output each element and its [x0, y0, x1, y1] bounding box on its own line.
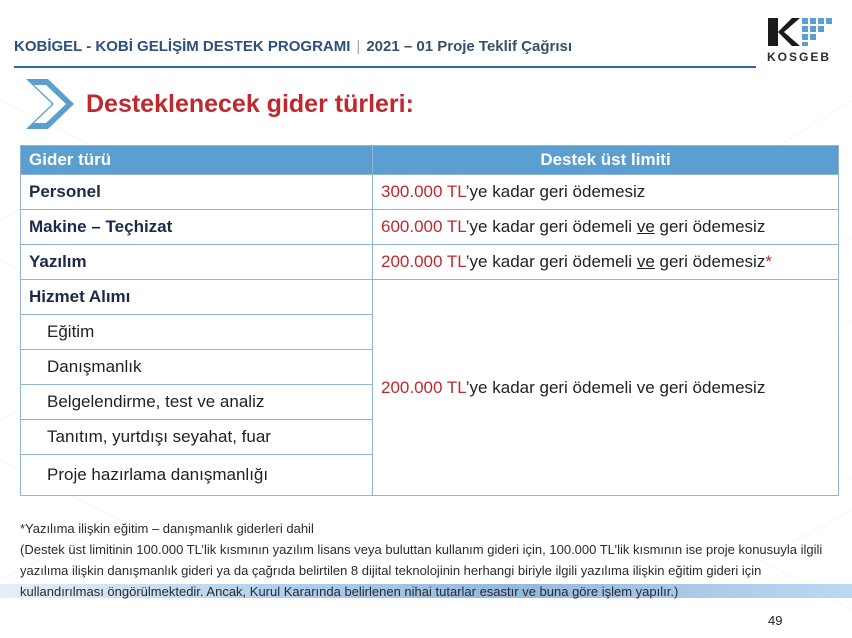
header-rule	[14, 66, 756, 68]
limit-text: geri ödemesiz	[654, 252, 766, 271]
table-row	[21, 175, 839, 210]
table-header-row	[21, 146, 839, 175]
limit-text: geri ödemesiz	[654, 217, 766, 236]
footnotes	[20, 518, 832, 602]
service-item: Tanıtım, yurtdışı seyahat, fuar	[21, 420, 373, 455]
table-row	[21, 280, 839, 315]
footnote-line: *Yazılıma ilişkin eğitim – danışmanlık giderleri dahil	[20, 521, 314, 536]
expense-type: Makine – Teçhizat	[21, 210, 373, 245]
slide-title: Desteklenecek gider türleri:	[86, 90, 414, 118]
chevron-arrow-icon	[22, 75, 80, 133]
service-item: Eğitim	[21, 315, 373, 350]
limit-text: ’ye kadar geri ödemesiz	[465, 182, 646, 201]
logo-text: KOSGEB	[766, 50, 831, 64]
column-header: Destek üst limiti	[373, 146, 839, 175]
support-limit	[373, 175, 839, 210]
support-limit	[373, 210, 839, 245]
limit-text-underlined: ve	[636, 217, 655, 236]
limit-amount: 200.000 TL	[381, 377, 466, 397]
limit-text: ’ye kadar geri ödemeli	[465, 217, 637, 236]
limit-text-underlined: ve	[636, 252, 655, 271]
asterisk: *	[765, 252, 772, 271]
column-header: Gider türü	[21, 146, 373, 175]
table-row	[21, 245, 839, 280]
logo-mark-icon	[758, 16, 840, 50]
limit-text: ’ye kadar geri ödemeli ve geri ödemesiz	[465, 377, 766, 397]
footnote-paragraph: (Destek üst limitinin 100.000 TL’lik kısmının yazılım lisans veya buluttan kullanım gideri için, 100.000 TL’lik kısmının ise proje konusuyla ilgili yazılıma ilişkin danışmanlık gideri ya da çağrıda belirtilen 8 dijital teknolojinin herhangi biriyle ilgili yazılıma ilişkin eğitim gideri için kullandırılması öngörülmektedir. Ancak, Kurul Kararında belirlenen nihai tutarlar esastır ve buna göre işlem yapılır.)	[20, 542, 823, 599]
kosgeb-logo	[758, 16, 840, 66]
page-number: 49	[768, 613, 783, 628]
header-title	[14, 38, 572, 55]
service-item: Belgelendirme, test ve analiz	[21, 385, 373, 420]
limit-amount: 200.000 TL	[381, 252, 466, 271]
header-separator: |	[356, 38, 361, 55]
expense-type: Hizmet Alımı	[21, 280, 373, 315]
program-name: KOBİGEL - KOBİ GELİŞİM DESTEK PROGRAMI	[14, 38, 351, 55]
limit-amount: 300.000 TL	[381, 182, 466, 201]
expense-table	[20, 145, 839, 496]
limit-text: ’ye kadar geri ödemeli	[465, 252, 637, 271]
support-limit	[373, 245, 839, 280]
service-item: Danışmanlık	[21, 350, 373, 385]
support-limit	[373, 280, 839, 496]
service-item: Proje hazırlama danışmanlığı	[21, 455, 373, 496]
table-row	[21, 210, 839, 245]
call-name: 2021 – 01 Proje Teklif Çağrısı	[366, 38, 572, 55]
expense-type: Personel	[21, 175, 373, 210]
limit-amount: 600.000 TL	[381, 217, 466, 236]
expense-type: Yazılım	[21, 245, 373, 280]
